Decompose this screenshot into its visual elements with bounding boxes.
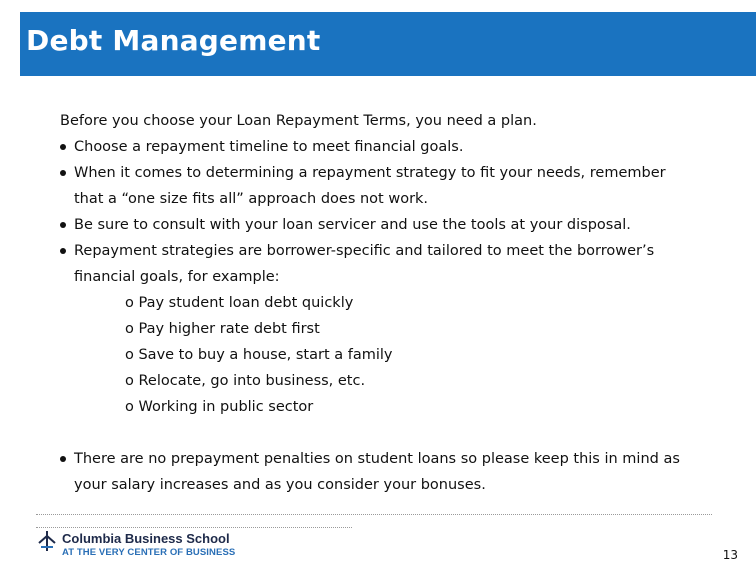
footer-divider [36,514,712,515]
bullet-dot-icon [60,170,66,176]
slide-body [60,108,740,498]
bullet-dot-icon [60,248,66,254]
sub-bullet-item: o Relocate, go into business, etc. [125,373,366,389]
bullet-line: Repayment strategies are borrower-specific and tailored to meet the borrower’s [74,243,655,259]
bullet-dot-icon [60,222,66,228]
spacer [60,420,740,446]
bullet-item [60,238,740,290]
bullet-dot-icon [60,144,66,150]
logo-name: Columbia Business School [62,531,230,546]
page-number: 13 [722,548,738,562]
bullet-item [60,160,740,212]
sub-bullet-item: o Working in public sector [125,399,314,415]
bullet-item [60,134,740,160]
sub-bullet-item: o Pay student loan debt quickly [125,295,354,311]
bullet-line: your salary increases and as you consider your bonuses. [74,477,486,493]
intro-text: Before you choose your Loan Repayment Terms, you need a plan. [60,113,537,129]
logo-tagline: AT THE VERY CENTER OF BUSINESS [62,547,236,558]
bullet-line: Choose a repayment timeline to meet financial goals. [74,139,464,155]
bullet-line: When it comes to determining a repayment strategy to fit your needs, remember [74,165,666,181]
bullet-dot-icon [60,456,66,462]
sub-bullet-item: o Pay higher rate debt first [125,321,320,337]
slide-title: Debt Management [26,24,321,57]
bullet-line: that a “one size fits all” approach does not work. [74,191,429,207]
columbia-logo [36,530,256,560]
bullet-item [60,446,740,498]
footer-divider-short [36,527,352,528]
sub-bullet-item: o Save to buy a house, start a family [125,347,393,363]
bullet-line: Be sure to consult with your loan servicer and use the tools at your disposal. [74,217,631,233]
crown-icon [36,530,58,552]
bullet-line: There are no prepayment penalties on student loans so please keep this in mind as [74,451,680,467]
bullet-line: financial goals, for example: [74,269,280,285]
bullet-item [60,212,740,238]
